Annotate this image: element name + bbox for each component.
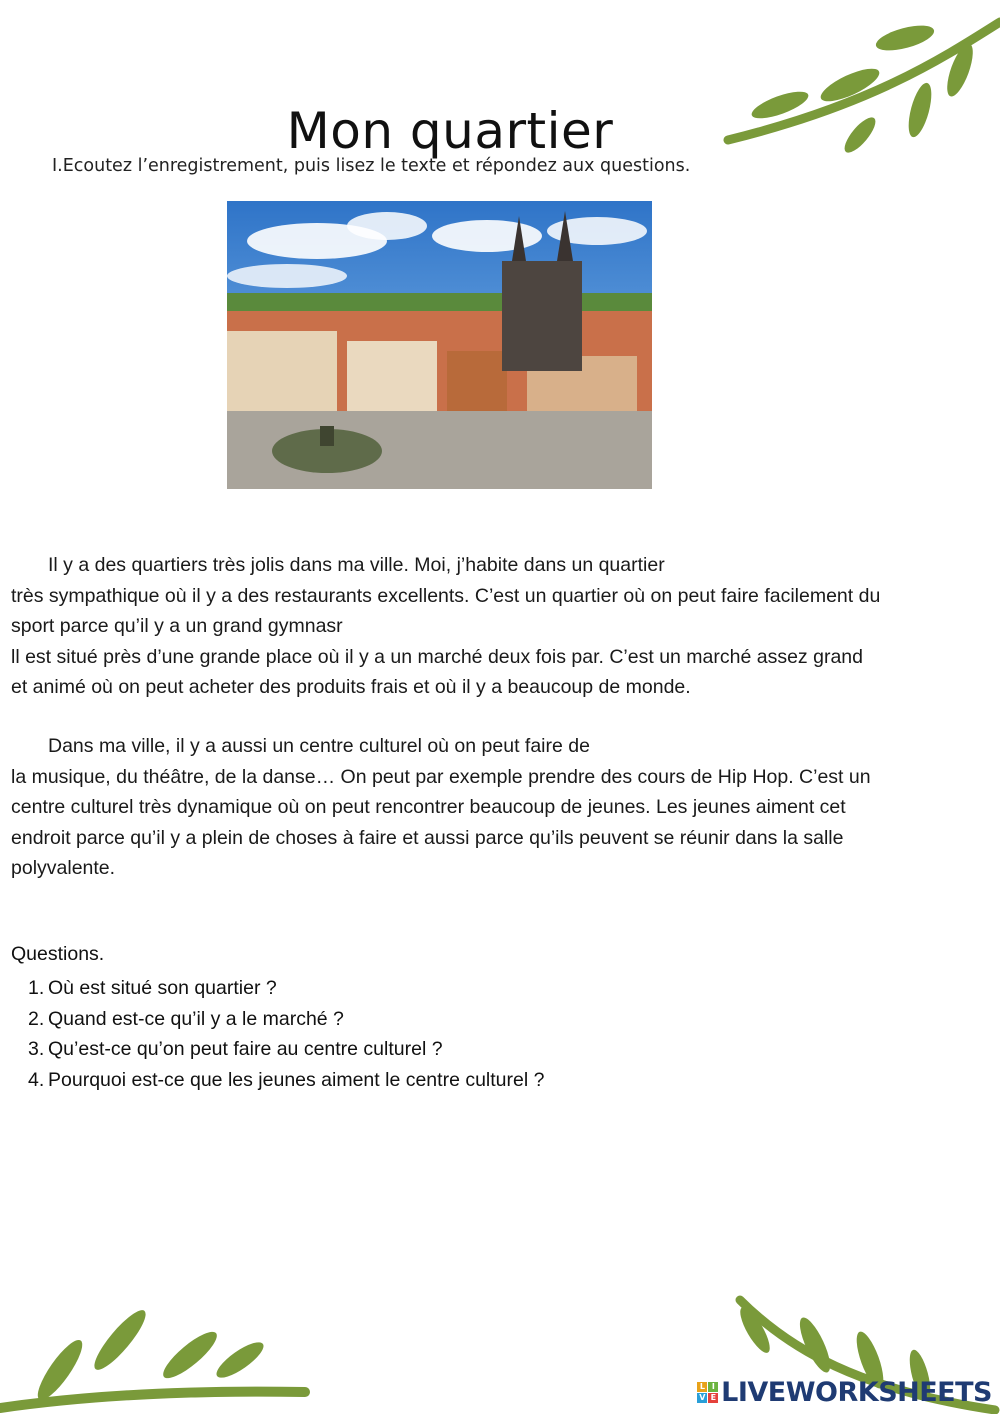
question-number: 3. [28, 1038, 45, 1060]
city-square-photo [227, 201, 652, 489]
leaf-branch-bottom-left-icon [0, 1300, 310, 1414]
logo-tile: V [697, 1393, 707, 1403]
liveworksheets-logo [697, 1377, 992, 1408]
question-text: Qu’est-ce qu’on peut faire au centre culturel ? [48, 1038, 443, 1060]
paragraph-line: et animé où on peut acheter des produits frais et où il y a beaucoup de monde. [11, 676, 691, 698]
paragraph-line: Il y a des quartiers très jolis dans ma ville. Moi, j’habite dans un quartier [48, 554, 665, 576]
paragraph-line: endroit parce qu’il y a plein de choses à faire et aussi parce qu’ils peuvent se réunir dans la salle [11, 826, 844, 849]
question-text: Quand est-ce qu’il y a le marché ? [48, 1007, 344, 1030]
question-item [28, 1065, 544, 1096]
question-number: 1. [28, 977, 45, 999]
page-title: Mon quartier [286, 101, 614, 160]
question-item [28, 973, 544, 1004]
paragraph-line: centre culturel très dynamique où on peut rencontrer beaucoup de jeunes. Les jeunes aiment cet [11, 796, 846, 818]
liveworksheets-logo-mark-icon [697, 1382, 718, 1403]
questions-list [28, 973, 544, 1095]
paragraph-line: très sympathique où il y a des restaurants excellents. C’est un quartier où on peut faire facilement du [11, 584, 881, 607]
logo-tile: I [708, 1382, 718, 1392]
questions-heading: Questions. [11, 943, 105, 965]
question-item [28, 1004, 544, 1035]
question-number: 2. [28, 1007, 45, 1030]
paragraph-centre-culturel [11, 731, 993, 884]
paragraph-line: ll est situé près d’une grande place où il y a un marché deux fois par. C’est un marché assez grand [11, 645, 863, 668]
logo-tile: L [697, 1382, 707, 1392]
logo-tile: E [708, 1393, 718, 1403]
paragraph-line: Dans ma ville, il y a aussi un centre culturel où on peut faire de [48, 735, 590, 757]
paragraph-line: sport parce qu’il y a un grand gymnasr [11, 615, 343, 637]
question-item [28, 1034, 544, 1065]
paragraph-line: la musique, du théâtre, de la danse… On peut par exemple prendre des cours de Hip Hop. C’est un [11, 765, 871, 788]
question-text: Pourquoi est-ce que les jeunes aiment le centre culturel ? [48, 1068, 545, 1091]
paragraph-line: polyvalente. [11, 857, 116, 879]
question-text: Où est situé son quartier ? [48, 977, 277, 999]
question-number: 4. [28, 1068, 45, 1091]
instruction-text: I.Ecoutez l’enregistrement, puis lisez le texte et répondez aux questions. [52, 156, 691, 176]
paragraph-quartier [11, 550, 993, 703]
logo-text: LIVEWORKSHEETS [721, 1377, 992, 1408]
